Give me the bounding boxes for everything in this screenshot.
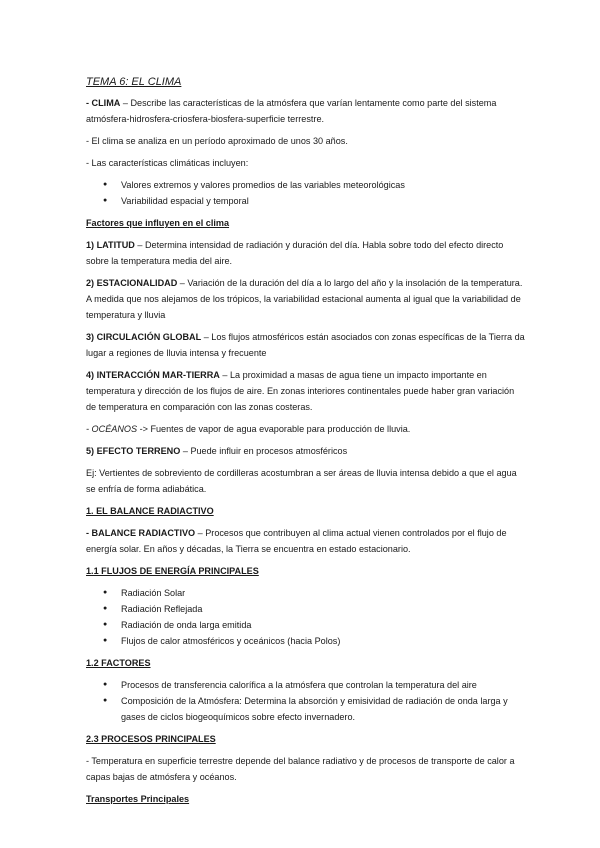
list-item: ● Flujos de calor atmosféricos y oceánicos (hacia Polos) <box>121 633 526 649</box>
characteristics-list <box>86 177 526 209</box>
clima-period: - El clima se analiza en un período aproximado de unos 30 años. <box>86 136 348 146</box>
document-page <box>86 74 526 813</box>
document-title: TEMA 6: EL CLIMA <box>86 76 182 88</box>
transportes-heading: Transportes Principales <box>86 794 190 804</box>
list-item: ● Radiación Reflejada <box>121 601 526 617</box>
list-item: ● Radiación de onda larga emitida <box>121 617 526 633</box>
clima-definition: - CLIMA – Describe las características de la atmósfera que varían lentamente como parte del sistema atmósfera-hidrosfera-criosfera-biosfera-superficie terrestre. <box>86 98 497 124</box>
list-item: ● Variabilidad espacial y temporal <box>121 193 526 209</box>
procesos-paragraph: - Temperatura en superficie terrestre depende del balance radiativo y de procesos de transporte de calor a capas bajas de atmósfera y océanos. <box>86 756 515 782</box>
balance-definition: - BALANCE RADIACTIVO – Procesos que contribuyen al clima actual vienen controlados por el flujo de energía solar. En años y décadas, la Tierra se encuentra en estado estacionario. <box>86 528 507 554</box>
example-paragraph: Ej: Vertientes de sobreviento de cordilleras acostumbran a ser áreas de lluvia intensa debido a que el agua se enfría de forma adiabática. <box>86 468 517 494</box>
section-factores-heading: 1.2 FACTORES <box>86 658 151 668</box>
flujos-list <box>86 585 526 649</box>
section-balance-heading: 1. EL BALANCE RADIACTIVO <box>86 506 214 516</box>
section-procesos-heading: 2.3 PROCESOS PRINCIPALES <box>86 734 216 744</box>
list-item: ● Radiación Solar <box>121 585 526 601</box>
list-item: ● Composición de la Atmósfera: Determina la absorción y emisividad de radiación de onda larga y gases de ciclos biogeoquímicos sobre efecto invernadero. <box>121 693 526 725</box>
factor-circulacion: 3) CIRCULACIÓN GLOBAL – Los flujos atmosféricos están asociados con zonas específicas de la Tierra da lugar a regiones de lluvia intensa y frecuente <box>86 332 525 358</box>
factors-heading: Factores que influyen en el clima <box>86 218 230 228</box>
section-flujos-heading: 1.1 FLUJOS DE ENERGÍA PRINCIPALES <box>86 566 259 576</box>
factores-list <box>86 677 526 725</box>
list-item: ● Valores extremos y valores promedios de las variables meteorológicas <box>121 177 526 193</box>
list-item: ● Procesos de transferencia calorífica a la atmósfera que controlan la temperatura del aire <box>121 677 526 693</box>
factor-latitud: 1) LATITUD – Determina intensidad de radiación y duración del día. Habla sobre todo del efecto directo sobre la temperatura media del aire. <box>86 240 504 266</box>
clima-characteristics-intro: - Las características climáticas incluyen: <box>86 158 249 168</box>
factor-terreno: 5) EFECTO TERRENO – Puede influir en procesos atmosféricos <box>86 446 348 456</box>
factor-estacionalidad: 2) ESTACIONALIDAD – Variación de la duración del día a lo largo del año y la insolación de la temperatura. A medida que nos alejamos de los trópicos, la variabilidad estacional aumenta al igual que la variabilidad de temperatura y lluvia <box>86 278 523 320</box>
oceans-note: - OCÉANOS -> Fuentes de vapor de agua evaporable para producción de lluvia. <box>86 424 411 434</box>
factor-interaccion: 4) INTERACCIÓN MAR-TIERRA – La proximidad a masas de agua tiene un impacto importante en temperatura y dirección de los flujos de aire. En zonas interiores continentales puede haber gran variación de temperatura en comparación con las zonas costeras. <box>86 370 515 412</box>
